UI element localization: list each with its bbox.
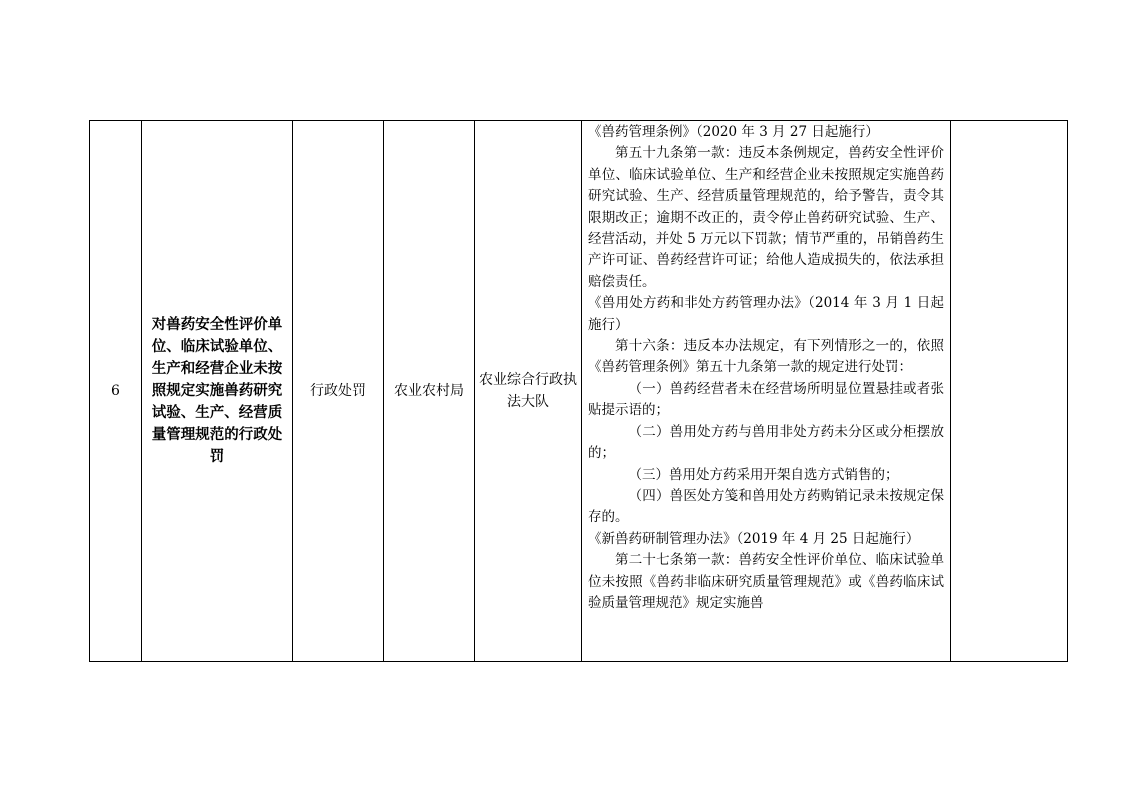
basis-clause: （三）兽用处方药采用开架自选方式销售的； <box>628 466 899 483</box>
basis-article: 第二十七条第一款：兽药安全性评价单位、临床试验单位未按照《兽药非临床研究质量管理规范》或《兽药临床试验质量管理规范》规定实施兽 <box>588 552 944 611</box>
row-number: 6 <box>90 121 142 662</box>
basis-clause: （二）兽用处方药与兽用非处方药未分区或分柜摆放的； <box>588 423 944 462</box>
table-row <box>90 121 1068 662</box>
note-cell <box>951 121 1068 662</box>
basis-clause: （一）兽药经营者未在经营场所明显位置悬挂或者张贴提示语的； <box>588 380 944 419</box>
regulation-table <box>89 120 1068 662</box>
basis-clause: （四）兽医处方笺和兽用处方药购销记录未按规定保存的。 <box>588 487 944 526</box>
basis-law-title: 《新兽药研制管理办法》（2019 年 4 月 25 日起施行） <box>588 530 920 547</box>
item-name: 对兽药安全性评价单位、临床试验单位、生产和经营企业未按照规定实施兽药研究试验、生产、经营质量管理规范的行政处罚 <box>142 121 293 662</box>
basis-law-title: 《兽药管理条例》（2020 年 3 月 27 日起施行） <box>588 124 879 140</box>
executor: 农业综合行政执法大队 <box>475 121 582 662</box>
basis-article: 第十六条：违反本办法规定，有下列情形之一的，依照《兽药管理条例》第五十九条第一款的规定进行处罚： <box>588 338 944 376</box>
department: 农业农村局 <box>384 121 475 662</box>
basis-article: 第五十九条第一款：违反本条例规定，兽药安全性评价单位、临床试验单位、生产和经营企业未按照规定实施兽药研究试验、生产、经营质量管理规范的，给予警告，责令其限期改正；逾期不改正的，责令停止兽药研究试验、生产、经营活动，并处 5 万元以下罚款；情节严重的，吊销兽药生产许可证、兽药经营许可证；给他人造成损失的，依法承担赔偿责任。 <box>588 145 944 290</box>
item-type: 行政处罚 <box>293 121 384 662</box>
basis-law-title: 《兽用处方药和非处方药管理办法》（2014 年 3 月 1 日起施行） <box>588 295 944 333</box>
legal-basis-cell <box>582 121 951 662</box>
